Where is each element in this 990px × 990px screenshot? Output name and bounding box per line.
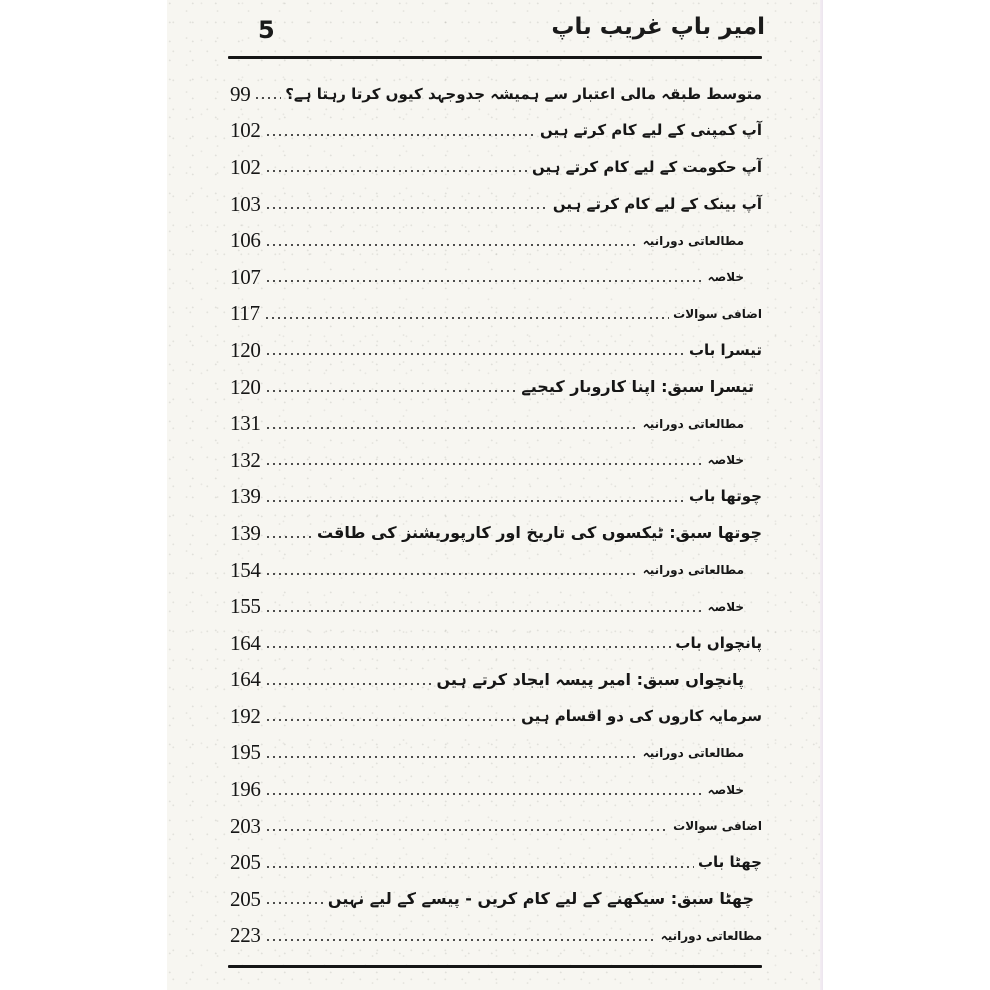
toc-page-number: 120	[230, 337, 261, 362]
toc-page-number: 139	[230, 484, 261, 509]
toc-page-number: 131	[230, 411, 261, 436]
dot-leader	[265, 536, 313, 538]
toc-row	[230, 735, 762, 772]
toc-entry-title: چوتھا باب	[689, 487, 762, 506]
toc-page-number: 102	[230, 118, 261, 143]
toc-row	[230, 698, 762, 735]
dot-leader	[265, 207, 549, 209]
dot-leader	[265, 939, 657, 941]
dot-leader	[265, 427, 639, 429]
toc-row	[230, 808, 762, 845]
toc-page-number: 117	[230, 301, 260, 326]
toc-page-number: 203	[230, 813, 261, 838]
dot-leader	[265, 610, 704, 612]
toc-entry-title: خلاصہ	[707, 270, 744, 285]
toc-entry-title: اضافی سوالات	[673, 819, 762, 834]
dot-leader	[265, 829, 670, 831]
toc-entry-title: مطالعاتی دورانیہ	[660, 928, 762, 943]
toc-entry-title: آپ بینک کے لیے کام کرتے ہیں	[552, 194, 762, 213]
toc-page-number: 164	[230, 667, 261, 692]
toc-row	[230, 479, 762, 516]
toc-entry-title: تیسرا باب	[688, 340, 762, 359]
toc-page-number: 164	[230, 630, 261, 655]
dot-leader	[265, 683, 433, 685]
dot-leader	[265, 646, 672, 648]
toc-entry-title: چھٹا سبق: سیکھنے کے لیے کام کریں - پیسے کے لیے نہیں	[327, 889, 754, 909]
toc-row	[230, 442, 762, 479]
toc-row	[230, 515, 762, 552]
page-edge	[820, 0, 823, 990]
toc-entry-title: پانچواں باب	[675, 633, 762, 652]
toc-row	[230, 222, 762, 259]
toc-row	[230, 186, 762, 223]
toc-page-number: 155	[230, 594, 261, 619]
toc-page-number: 195	[230, 740, 261, 765]
toc-row	[230, 369, 762, 406]
toc-page-number: 205	[230, 886, 261, 911]
toc-row	[230, 332, 762, 369]
toc-row	[230, 918, 762, 955]
toc-entry-title: مطالعاتی دورانیہ	[642, 563, 744, 578]
toc-page-number: 103	[230, 191, 261, 216]
toc-row	[230, 771, 762, 808]
toc-row	[230, 405, 762, 442]
toc-row	[230, 844, 762, 881]
dot-leader	[265, 902, 324, 904]
toc-page-number: 106	[230, 228, 261, 253]
toc-page-number: 223	[230, 923, 261, 948]
dot-leader	[265, 756, 639, 758]
toc-entry-title: تیسرا سبق: اپنا کاروبار کیجیے	[521, 377, 754, 397]
toc-page-number: 102	[230, 154, 261, 179]
toc-page-number: 120	[230, 374, 261, 399]
toc-entry-title: آپ حکومت کے لیے کام کرتے ہیں	[532, 157, 762, 176]
toc-entry-title: مطالعاتی دورانیہ	[642, 745, 744, 760]
toc-row	[230, 259, 762, 296]
toc-entry-title: خلاصہ	[707, 599, 744, 614]
dot-leader	[264, 317, 669, 319]
dot-leader	[265, 793, 704, 795]
table-of-contents	[230, 76, 762, 954]
toc-entry-title: خلاصہ	[707, 453, 744, 468]
toc-row	[230, 76, 762, 113]
dot-leader	[265, 866, 694, 868]
footer-rule	[228, 965, 762, 968]
toc-page-number: 107	[230, 264, 261, 289]
dot-leader	[265, 719, 518, 721]
toc-row	[230, 588, 762, 625]
toc-entry-title: مطالعاتی دورانیہ	[642, 233, 744, 248]
toc-page-number: 196	[230, 777, 261, 802]
toc-page-number: 132	[230, 447, 261, 472]
toc-entry-title: چوتھا سبق: ٹیکسوں کی تاریخ اور کارپوریشنز کی طاقت	[316, 523, 762, 543]
running-header-title: امیر باپ غریب باپ	[551, 14, 765, 40]
toc-entry-title: چھٹا باب	[697, 853, 762, 872]
toc-entry-title: متوسط طبقہ مالی اعتبار سے ہمیشہ جدوجہد کیوں کرتا رہتا ہے؟	[285, 84, 762, 103]
dot-leader	[265, 134, 536, 136]
toc-page-number: 154	[230, 557, 261, 582]
dot-leader	[265, 463, 704, 465]
toc-row	[230, 881, 762, 918]
toc-page-number: 192	[230, 703, 261, 728]
toc-entry-title: مطالعاتی دورانیہ	[642, 416, 744, 431]
dot-leader	[265, 244, 639, 246]
header-rule	[228, 56, 762, 59]
toc-page-number: 99	[230, 81, 251, 106]
toc-page-number: 139	[230, 520, 261, 545]
dot-leader	[265, 280, 704, 282]
dot-leader	[265, 573, 639, 575]
toc-row	[230, 625, 762, 662]
toc-entry-title: اضافی سوالات	[673, 306, 762, 321]
toc-entry-title: پانچواں سبق: امیر پیسہ ایجاد کرتے ہیں	[436, 669, 744, 689]
page-number: 5	[258, 16, 275, 44]
toc-row	[230, 552, 762, 589]
dot-leader	[265, 353, 685, 355]
dot-leader	[254, 97, 281, 99]
toc-row	[230, 296, 762, 333]
toc-entry-title: خلاصہ	[707, 782, 744, 797]
dot-leader	[265, 390, 518, 392]
dot-leader	[265, 170, 528, 172]
toc-row	[230, 662, 762, 699]
toc-row	[230, 149, 762, 186]
toc-page-number: 205	[230, 850, 261, 875]
toc-row	[230, 113, 762, 150]
toc-entry-title: آپ کمپنی کے لیے کام کرتے ہیں	[539, 121, 762, 140]
dot-leader	[265, 500, 685, 502]
toc-entry-title: سرمایہ کاروں کی دو اقسام ہیں	[521, 706, 762, 725]
